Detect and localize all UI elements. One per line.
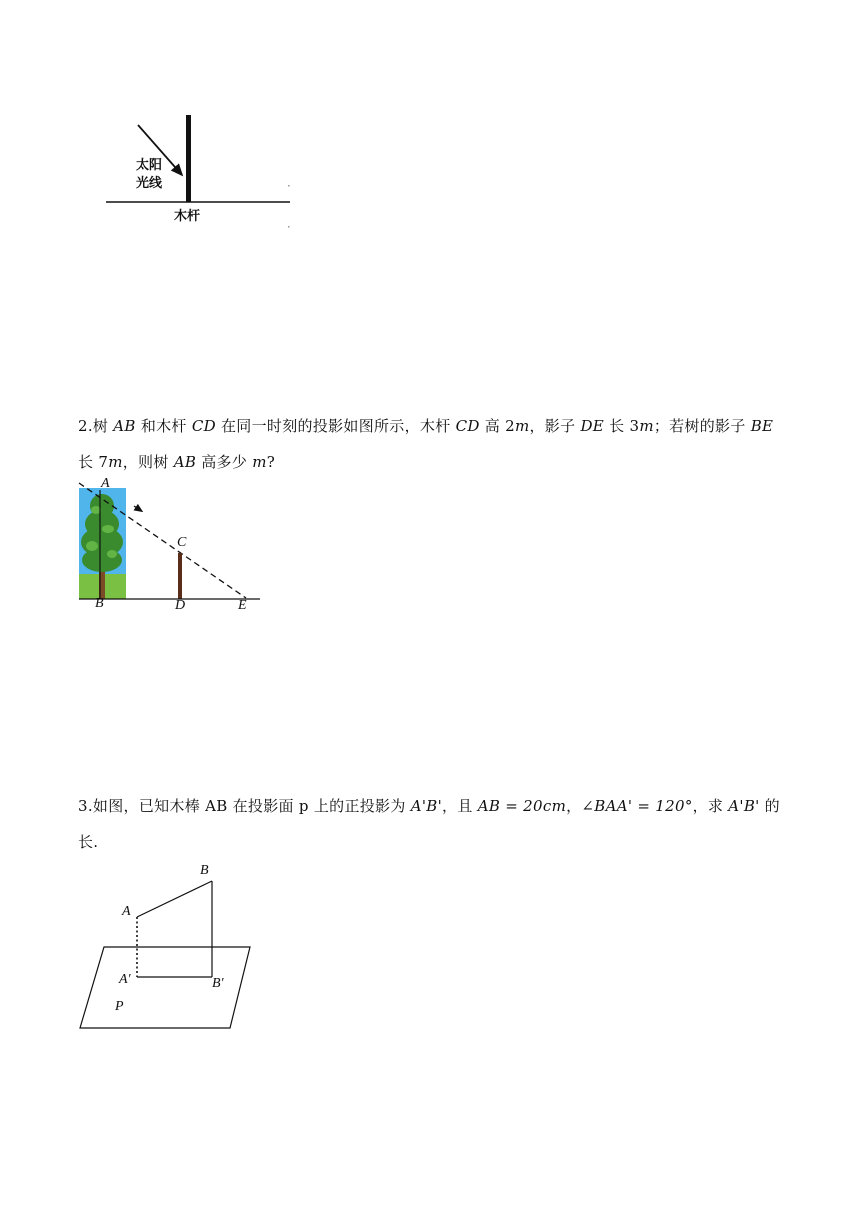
figure-1-sun-pole	[100, 110, 300, 240]
sun-ray-label-2: 光线	[136, 176, 163, 191]
point-label-A: A	[122, 904, 131, 919]
point-label-A: A	[101, 476, 110, 491]
pole-label: 木杆	[174, 209, 201, 224]
point-label-D: D	[175, 598, 186, 613]
point-label-B: B	[95, 596, 104, 611]
figure-2-tree-pole	[74, 474, 274, 619]
plane-P	[80, 947, 250, 1028]
point-label-B1: B′	[212, 976, 224, 991]
point-label-E: E	[238, 598, 247, 613]
projection-diagram	[74, 860, 264, 1035]
figure-3-projection	[74, 860, 264, 1035]
plane-label-P: P	[115, 999, 124, 1014]
segment-AB	[137, 881, 212, 917]
point-label-A1: A′	[119, 972, 131, 987]
sun-ray-label-1: 太阳	[136, 158, 163, 173]
question-3-text: 3.如图，已知木棒 AB 在投影面 p 上的正投影为 A'B'，且 AB = 20cm，∠BAA' = 120°，求 A'B' 的 长.	[78, 797, 780, 851]
point-label-B: B	[200, 863, 209, 878]
question-2-text: 2.树 AB 和木杆 CD 在同一时刻的投影如图所示，木杆 CD 高 2m，影子 DE 长 3m；若树的影子 BE 长 7m，则树 AB 高多少 m?	[78, 417, 774, 471]
pole-CD	[178, 553, 182, 599]
pole	[186, 115, 191, 202]
point-label-C: C	[177, 535, 187, 550]
